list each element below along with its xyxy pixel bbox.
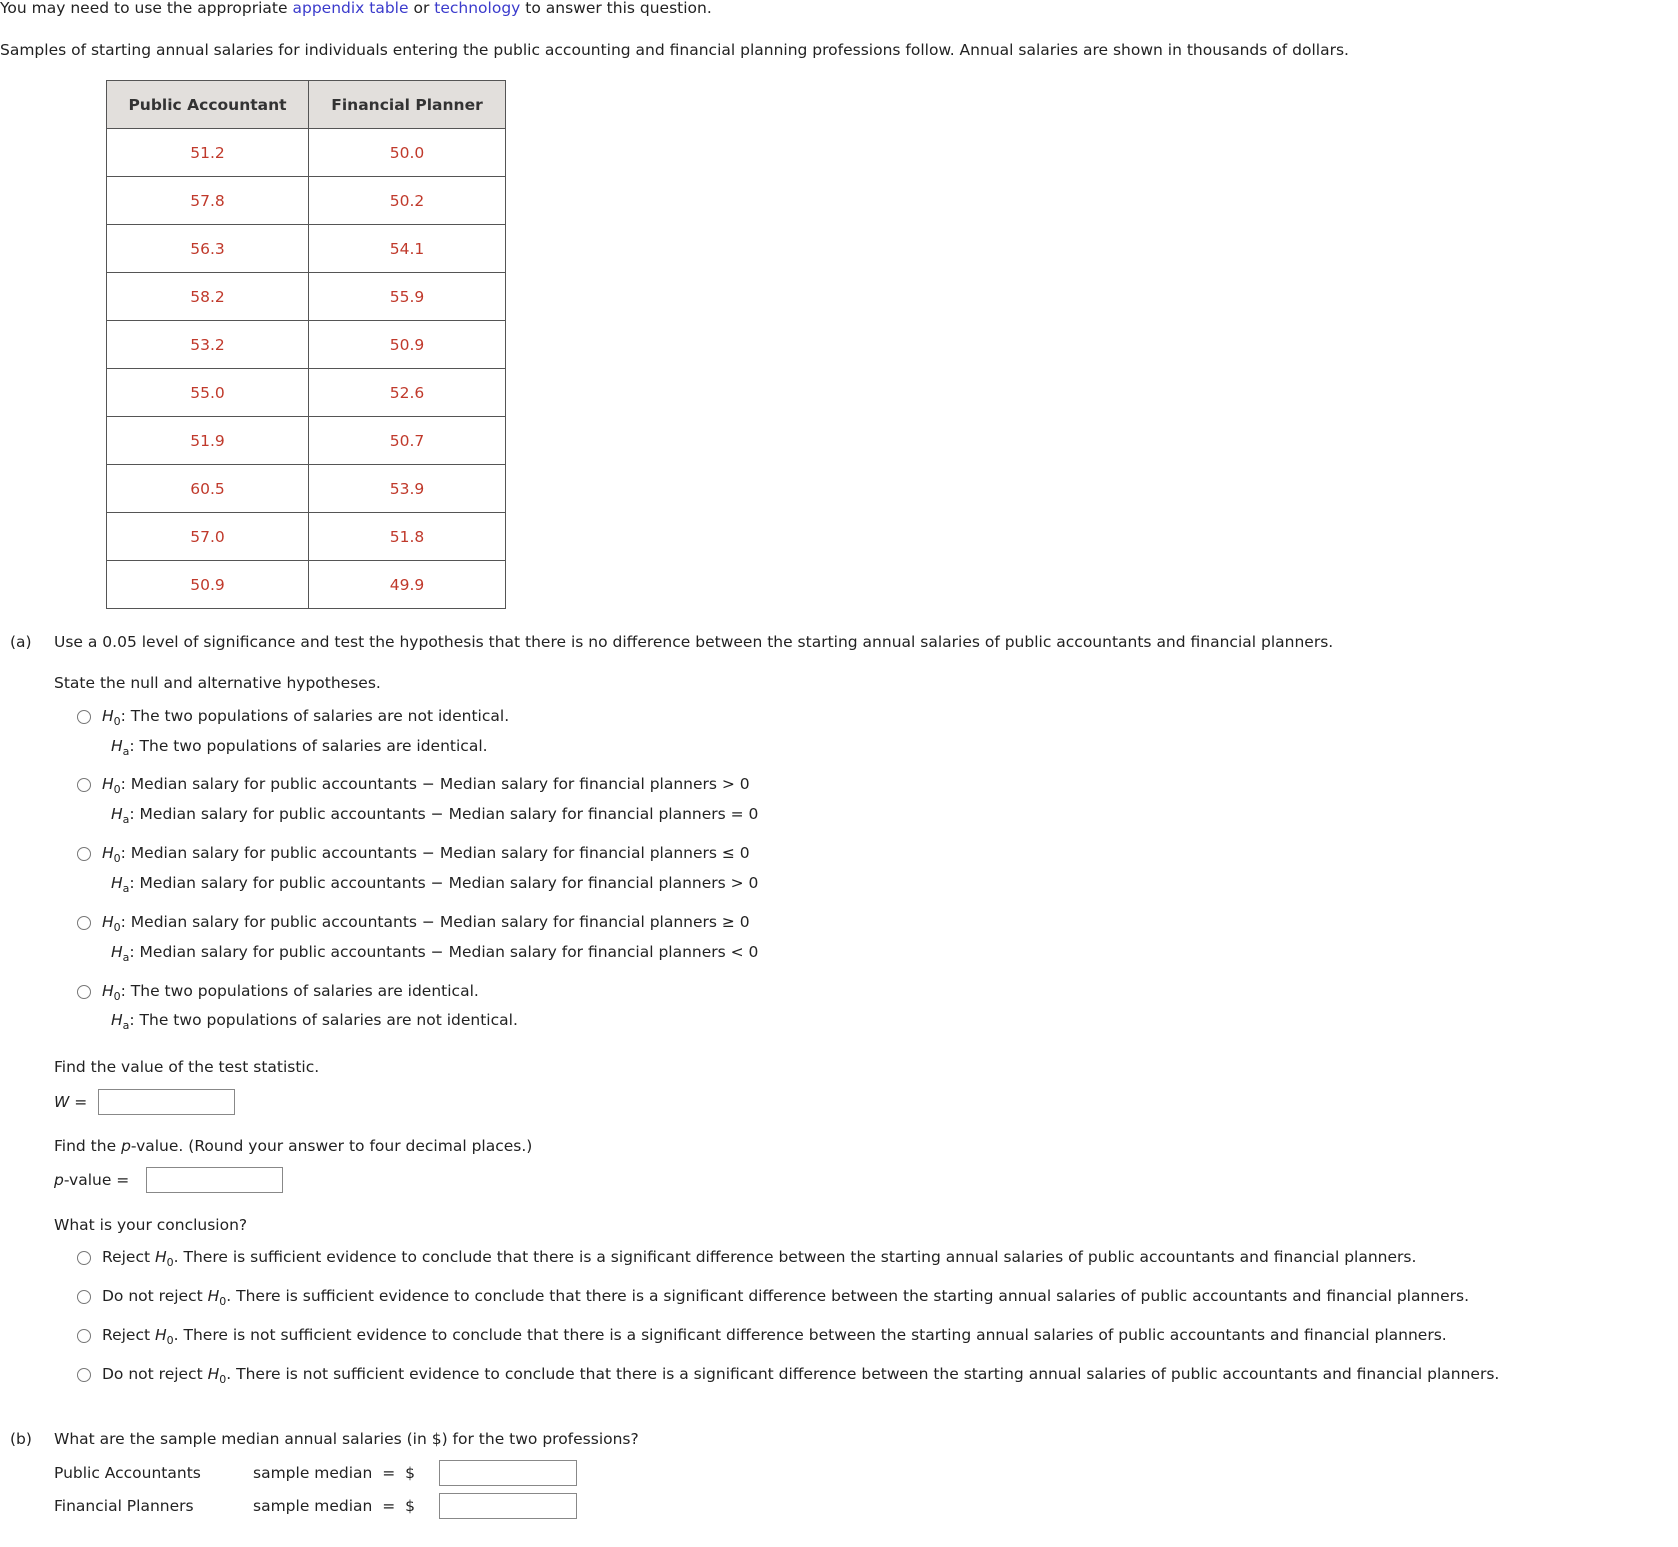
hypothesis-option-5-h0: $H_0$: The two populations of salaries are identical. [102,982,479,1003]
financial-planners-label: Financial Planners [54,1497,194,1515]
hypothesis-option-3-h0: $H_0$: Median salary for public accountants − Median salary for financial planners ≤ 0 [102,844,750,865]
hypothesis-option-5-radio[interactable] [77,985,91,999]
hypotheses-prompt: State the null and alternative hypotheses. [54,674,381,692]
conclusion-option-1-text: Reject $H_0$. There is sufficient evidence to conclude that there is a significant difference between the starting annual salaries of public accountants and financial planners. [102,1248,1417,1269]
table-cell: 53.2 [107,321,309,369]
table-cell: 55.0 [107,369,309,417]
table-cell: 54.1 [309,225,506,273]
hypothesis-option-3-ha: $H_a$: Median salary for public accountants − Median salary for financial planners > 0 [111,874,759,895]
hypothesis-option-2-radio[interactable] [77,778,91,792]
conclusion-option-4-text: Do not reject $H_0$. There is not sufficient evidence to conclude that there is a significant difference between the starting annual salaries of public accountants and financial planners. [102,1365,1500,1386]
table-cell: 49.9 [309,561,506,609]
intro-suffix: to answer this question. [525,0,712,17]
part-b-label: (b) [10,1430,32,1448]
hypothesis-option-1-ha: $H_a$: The two populations of salaries are identical. [111,737,488,758]
financial-planners-median-label: sample median = $ [253,1497,415,1515]
table-cell: 51.8 [309,513,506,561]
table-row [107,225,506,273]
table-row [107,321,506,369]
table-cell: 51.2 [107,129,309,177]
financial-planners-median-input[interactable] [439,1493,577,1519]
hypothesis-option-1-h0: $H_0$: The two populations of salaries are not identical. [102,707,510,728]
table-row [107,561,506,609]
p-value-label: p-value = [54,1171,130,1189]
table-cell: 57.0 [107,513,309,561]
table-cell: 53.9 [309,465,506,513]
table-cell: 57.8 [107,177,309,225]
table-row [107,513,506,561]
table-cell: 50.9 [309,321,506,369]
part-a-label: (a) [10,633,32,651]
p-value-input[interactable] [146,1167,283,1193]
hypothesis-option-2-h0: $H_0$: Median salary for public accountants − Median salary for financial planners > 0 [102,775,750,796]
part-a-question: Use a 0.05 level of significance and test the hypothesis that there is no difference between the starting annual salaries of public accountants and financial planners. [54,633,1334,651]
conclusion-option-2-radio[interactable] [77,1290,91,1304]
table-cell: 60.5 [107,465,309,513]
table-cell: 58.2 [107,273,309,321]
table-row [107,369,506,417]
public-accountants-median-label: sample median = $ [253,1464,415,1482]
public-accountants-median-input[interactable] [439,1460,577,1486]
table-cell: 56.3 [107,225,309,273]
hypothesis-option-5-ha: $H_a$: The two populations of salaries are not identical. [111,1011,518,1032]
table-cell: 52.6 [309,369,506,417]
table-row [107,273,506,321]
header-public-accountant: Public Accountant [107,81,309,129]
table-row [107,177,506,225]
table-cell: 50.0 [309,129,506,177]
table-header-row [107,81,506,129]
conclusion-option-4-radio[interactable] [77,1368,91,1382]
appendix-table-link[interactable]: appendix table [292,0,409,17]
test-statistic-prompt: Find the value of the test statistic. [54,1058,320,1076]
hypothesis-option-1-radio[interactable] [77,710,91,724]
part-b-question: What are the sample median annual salaries (in $) for the two professions? [54,1430,639,1448]
table-row [107,129,506,177]
table-cell: 55.9 [309,273,506,321]
w-label: W = [54,1093,88,1111]
conclusion-option-3-radio[interactable] [77,1329,91,1343]
intro-line [0,0,712,18]
p-value-prompt: Find the p-value. (Round your answer to four decimal places.) [54,1137,533,1155]
header-financial-planner: Financial Planner [309,81,506,129]
conclusion-option-1-radio[interactable] [77,1251,91,1265]
conclusion-option-2-text: Do not reject $H_0$. There is sufficient evidence to conclude that there is a significant difference between the starting annual salaries of public accountants and financial planners. [102,1287,1470,1308]
intro-prefix: You may need to use the appropriate [0,0,288,17]
hypothesis-option-4-radio[interactable] [77,916,91,930]
public-accountants-label: Public Accountants [54,1464,201,1482]
technology-link[interactable]: technology [434,0,521,17]
conclusion-prompt: What is your conclusion? [54,1216,248,1234]
table-cell: 51.9 [107,417,309,465]
table-row [107,465,506,513]
w-input[interactable] [98,1089,235,1115]
intro-middle: or [413,0,430,17]
salary-table [106,80,506,609]
hypothesis-option-4-h0: $H_0$: Median salary for public accountants − Median salary for financial planners ≥ 0 [102,913,750,934]
table-row [107,417,506,465]
table-cell: 50.7 [309,417,506,465]
hypothesis-option-2-ha: $H_a$: Median salary for public accountants − Median salary for financial planners = 0 [111,805,759,826]
hypothesis-option-4-ha: $H_a$: Median salary for public accountants − Median salary for financial planners < 0 [111,943,759,964]
conclusion-option-3-text: Reject $H_0$. There is not sufficient evidence to conclude that there is a significant difference between the starting annual salaries of public accountants and financial planners. [102,1326,1447,1347]
table-cell: 50.2 [309,177,506,225]
table-cell: 50.9 [107,561,309,609]
problem-description: Samples of starting annual salaries for individuals entering the public accounting and financial planning professions follow. Annual salaries are shown in thousands of dollars. [0,41,1349,59]
hypothesis-option-3-radio[interactable] [77,847,91,861]
